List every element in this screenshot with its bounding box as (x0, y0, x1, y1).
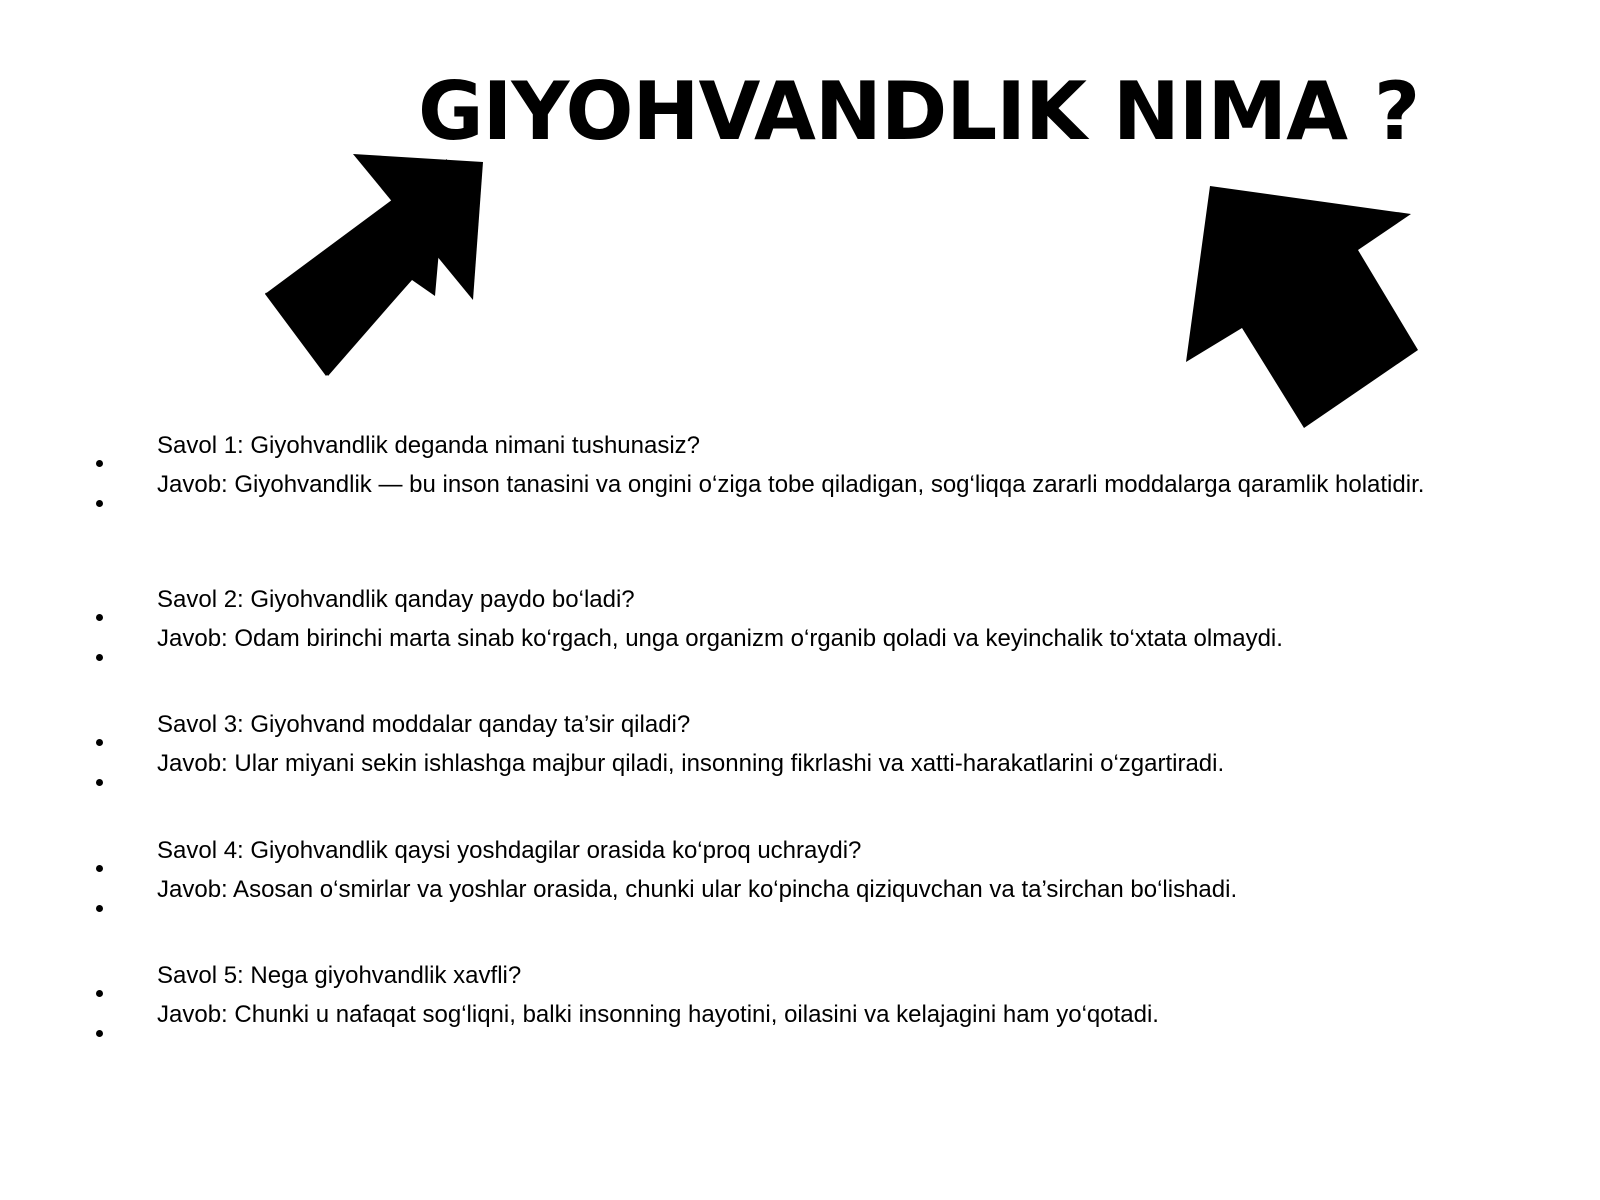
slide-title: GIYOHVANDLIK NIMA ? (418, 65, 1420, 158)
bullet-dot (96, 990, 103, 997)
answer-text: Javob: Chunki u nafaqat sog‘liqni, balki insonning hayotini, oilasini va kelajagini ham yo‘qotadi. (157, 1001, 1159, 1028)
arrow-up-right-icon (265, 154, 495, 376)
bullet-dot (96, 500, 103, 507)
bullet-dot (96, 779, 103, 786)
arrow-up-left-icon (1186, 186, 1418, 428)
bullet-dot (96, 614, 103, 621)
bullet-dot (96, 905, 103, 912)
question-text: Savol 2: Giyohvandlik qanday paydo bo‘ladi? (157, 586, 635, 613)
answer-text: Javob: Giyohvandlik — bu inson tanasini va ongini o‘ziga tobe qiladigan, sog‘liqqa zararli moddalarga qaramlik holatidir. (157, 471, 1425, 498)
answer-text: Javob: Odam birinchi marta sinab ko‘rgach, unga organizm o‘rganib qoladi va keyinchalik to‘xtata olmaydi. (157, 625, 1283, 652)
question-text: Savol 4: Giyohvandlik qaysi yoshdagilar orasida ko‘proq uchraydi? (157, 837, 862, 864)
bullet-dot (96, 739, 103, 746)
bullet-dot (96, 1030, 103, 1037)
bullet-dot (96, 460, 103, 467)
bullet-dot (96, 865, 103, 872)
answer-text: Javob: Asosan o‘smirlar va yoshlar orasida, chunki ular ko‘pincha qiziquvchan va ta’sirchan bo‘lishadi. (157, 876, 1238, 903)
answer-text: Javob: Ular miyani sekin ishlashga majbur qiladi, insonning fikrlashi va xatti-harakatlarini o‘zgartiradi. (157, 750, 1225, 777)
arrow-up-left-shape (1186, 186, 1418, 428)
bullet-dot (96, 654, 103, 661)
question-text: Savol 5: Nega giyohvandlik xavfli? (157, 962, 522, 989)
question-text: Savol 1: Giyohvandlik deganda nimani tushunasiz? (157, 432, 701, 459)
arrow-up-right-shape (265, 154, 495, 376)
question-text: Savol 3: Giyohvand moddalar qanday ta’sir qiladi? (157, 711, 691, 738)
